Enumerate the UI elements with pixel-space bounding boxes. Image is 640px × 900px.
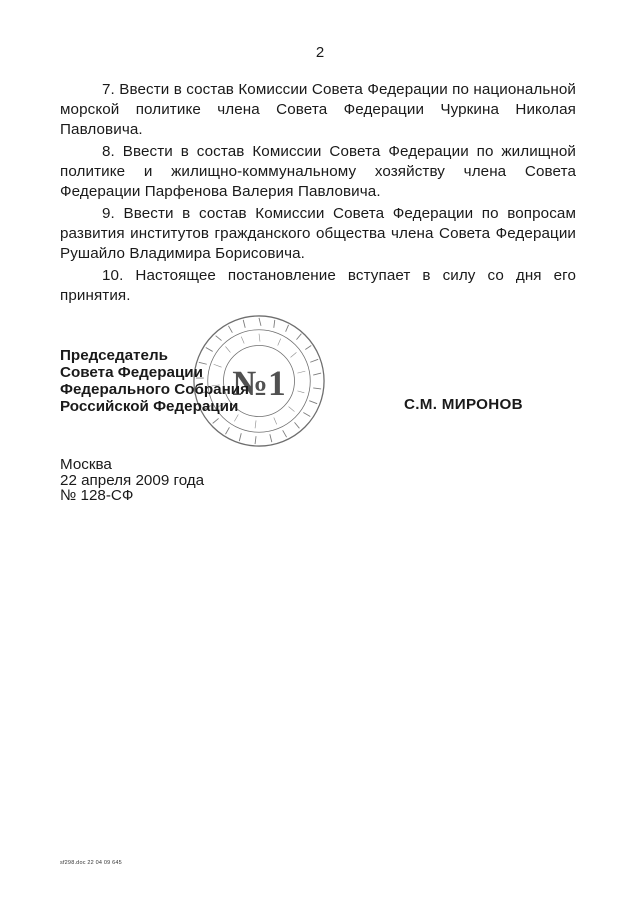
- document-footer: [60, 457, 204, 504]
- signer-title-line-4: Российской Федерации: [60, 398, 239, 415]
- signer-title-line-1: Председатель: [60, 347, 168, 364]
- signature-block: [60, 347, 249, 415]
- resolution-body: [60, 80, 576, 308]
- paragraph-9: 9. Ввести в состав Комиссии Совета Федерации по вопросам развития институтов гражданского общества члена Совета Федерации Рушайло Владимира Борисовича.: [60, 205, 576, 262]
- city: Москва: [60, 456, 112, 473]
- paragraph-7: 7. Ввести в состав Комиссии Совета Федерации по национальной морской политике члена Совета Федерации Чуркина Николая Павловича.: [60, 81, 576, 138]
- signer-name: С.М. МИРОНОВ: [404, 396, 523, 413]
- signer-title-line-2: Совета Федерации: [60, 364, 203, 381]
- date: 22 апреля 2009 года: [60, 471, 205, 489]
- signer-title-line-3: Федерального Собрания: [60, 381, 249, 398]
- document-number: № 128-СФ: [60, 487, 134, 504]
- file-stamp: sf298.doc 22 04 09 645: [60, 860, 122, 866]
- paragraph-10: 10. Настоящее постановление вступает в силу со дня его принятия.: [60, 267, 576, 304]
- page-number: 2: [315, 44, 325, 61]
- paragraph-8: 8. Ввести в состав Комиссии Совета Федерации по жилищной политике и жилищно-коммунальному хозяйству члена Совета Федерации Парфенова Валерия Павловича.: [60, 143, 576, 200]
- seal-number: №1: [232, 362, 286, 403]
